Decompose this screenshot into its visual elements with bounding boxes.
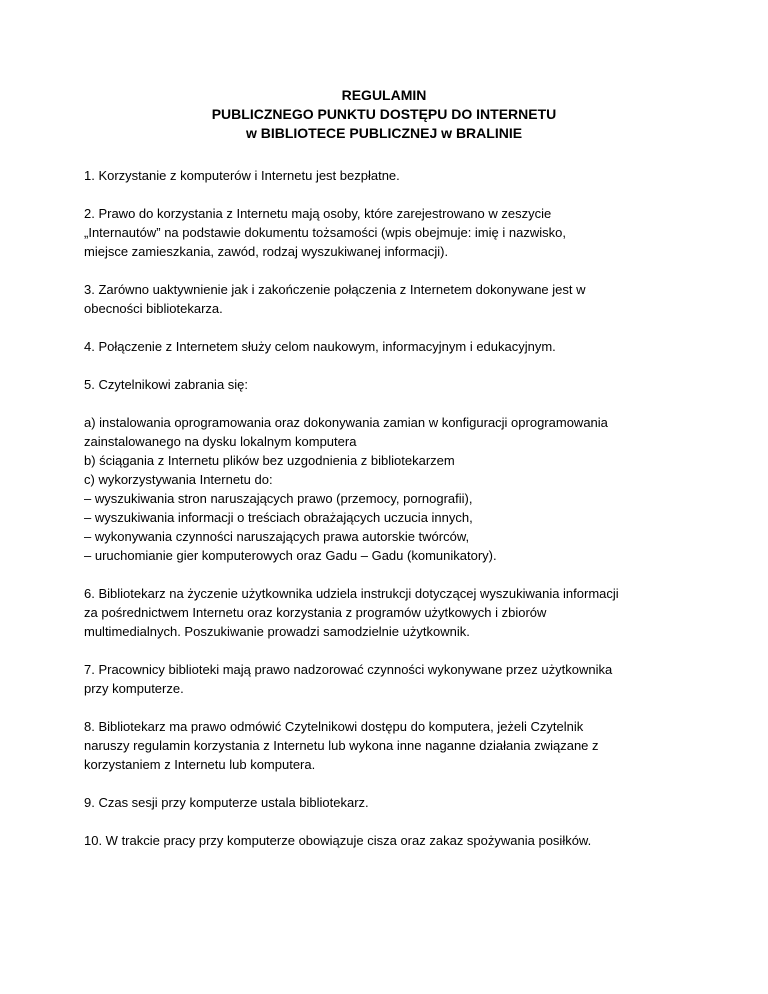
paragraph-line: 1. Korzystanie z komputerów i Internetu jest bezpłatne.	[84, 168, 400, 183]
regulation-paragraph	[84, 717, 684, 774]
regulation-paragraph	[84, 793, 684, 812]
title-line: PUBLICZNEGO PUNKTU DOSTĘPU DO INTERNETU	[211, 106, 557, 122]
paragraph-line: c) wykorzystywania Internetu do:	[84, 472, 273, 487]
regulation-paragraph	[84, 831, 684, 850]
paragraph-line: obecności bibliotekarza.	[84, 301, 223, 316]
paragraph-line: miejsce zamieszkania, zawód, rodzaj wyszukiwanej informacji).	[84, 244, 449, 259]
paragraph-line: 6. Bibliotekarz na życzenie użytkownika udziela instrukcji dotyczącej wyszukiwania informacji	[84, 586, 619, 601]
document-title	[84, 86, 684, 143]
paragraph-line: zainstalowanego na dysku lokalnym komputera	[84, 434, 357, 449]
paragraph-line: – uruchomianie gier komputerowych oraz Gadu – Gadu (komunikatory).	[84, 548, 497, 563]
paragraph-line: 3. Zarówno uaktywnienie jak i zakończenie połączenia z Internetem dokonywane jest w	[84, 282, 586, 297]
paragraph-line: 5. Czytelnikowi zabrania się:	[84, 377, 249, 392]
paragraph-line: b) ściągania z Internetu plików bez uzgodnienia z bibliotekarzem	[84, 453, 455, 468]
paragraph-line: – wykonywania czynności naruszających prawa autorskie twórców,	[84, 529, 470, 544]
paragraph-line: 7. Pracownicy biblioteki mają prawo nadzorować czynności wykonywane przez użytkownika	[84, 662, 613, 677]
paragraph-line: przy komputerze.	[84, 681, 184, 696]
regulation-paragraph	[84, 337, 684, 356]
regulation-paragraph	[84, 660, 684, 698]
regulation-paragraph	[84, 413, 684, 565]
regulation-paragraph	[84, 280, 684, 318]
paragraph-line: 9. Czas sesji przy komputerze ustala bibliotekarz.	[84, 795, 369, 810]
paragraph-line: 2. Prawo do korzystania z Internetu mają osoby, które zarejestrowano w zeszycie	[84, 206, 552, 221]
regulation-paragraph	[84, 375, 684, 394]
regulation-paragraph	[84, 166, 684, 185]
paragraph-line: a) instalowania oprogramowania oraz dokonywania zamian w konfiguracji oprogramowania	[84, 415, 608, 430]
paragraph-line: korzystaniem z Internetu lub komputera.	[84, 757, 316, 772]
document-body	[84, 166, 684, 850]
title-line: w BIBLIOTECE PUBLICZNEJ w BRALINIE	[245, 125, 523, 141]
paragraph-line: multimedialnych. Poszukiwanie prowadzi samodzielnie użytkownik.	[84, 624, 470, 639]
paragraph-line: 8. Bibliotekarz ma prawo odmówić Czytelnikowi dostępu do komputera, jeżeli Czytelnik	[84, 719, 584, 734]
paragraph-line: 4. Połączenie z Internetem służy celom naukowym, informacyjnym i edukacyjnym.	[84, 339, 556, 354]
title-line: REGULAMIN	[341, 87, 427, 103]
paragraph-line: – wyszukiwania informacji o treściach obrażających uczucia innych,	[84, 510, 473, 525]
document-page	[84, 86, 684, 869]
regulation-paragraph	[84, 584, 684, 641]
paragraph-line: za pośrednictwem Internetu oraz korzystania z programów użytkowych i zbiorów	[84, 605, 547, 620]
paragraph-line: – wyszukiwania stron naruszających prawo (przemocy, pornografii),	[84, 491, 473, 506]
paragraph-line: 10. W trakcie pracy przy komputerze obowiązuje cisza oraz zakaz spożywania posiłków.	[84, 833, 592, 848]
paragraph-line: naruszy regulamin korzystania z Internetu lub wykona inne naganne działania związane z	[84, 738, 599, 753]
paragraph-line: „Internautów” na podstawie dokumentu tożsamości (wpis obejmuje: imię i nazwisko,	[84, 225, 566, 240]
regulation-paragraph	[84, 204, 684, 261]
